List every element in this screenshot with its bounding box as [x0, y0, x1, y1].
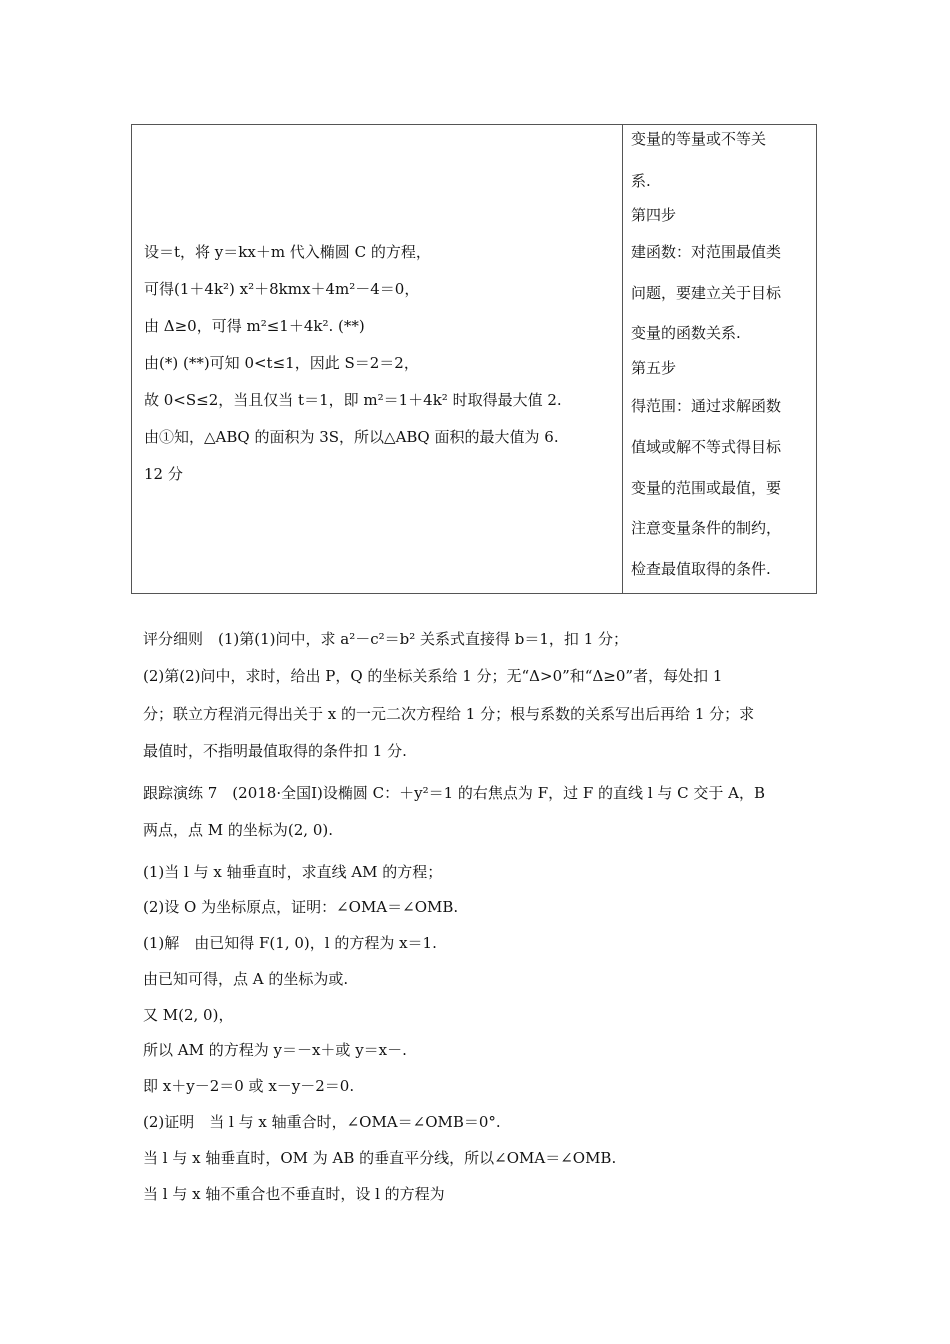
- step-heading: 第四步: [631, 206, 677, 224]
- step-note-line: 变量的等量或不等关: [631, 130, 767, 148]
- step-note-line: 注意变量条件的制约，: [631, 519, 782, 537]
- scoring-rules-line: 最值时，不指明最值取得的条件扣 1 分.: [143, 742, 407, 760]
- exercise-line: (1)当 l 与 x 轴垂直时，求直线 AM 的方程；: [143, 863, 443, 881]
- exercise-line: 两点，点 M 的坐标为(2, 0).: [143, 821, 333, 839]
- step-note-line: 得范围：通过求解函数: [631, 397, 782, 415]
- step-note-line: 系.: [631, 172, 651, 190]
- proof-line: 即 x＋y－2＝0 或 x－y－2＝0.: [143, 1077, 355, 1095]
- scoring-rules-line: (2)第(2)问中，求时，给出 P，Q 的坐标关系给 1 分；无“Δ>0”和“Δ≥0”者，每处扣 1: [143, 667, 723, 685]
- step-note-line: 值域或解不等式得目标: [631, 438, 782, 456]
- solution-line: 可得(1＋4k²) x²＋8kmx＋4m²－4＝0，: [144, 280, 420, 298]
- step-note-line: 变量的范围或最值，要: [631, 479, 782, 497]
- exercise-line: 跟踪演练 7 (2018·全国Ⅰ)设椭圆 C：＋y²＝1 的右焦点为 F，过 F 的直线 l 与 C 交于 A，B: [143, 784, 766, 802]
- solution-line: 由(*) (**)可知 0<t≤1，因此 S＝2＝2，: [144, 354, 419, 372]
- proof-line: 当 l 与 x 轴不重合也不垂直时，设 l 的方程为: [143, 1185, 445, 1203]
- proof-line: 又 M(2, 0)，: [143, 1006, 234, 1024]
- solution-line: 由 Δ≥0，可得 m²≤1＋4k². (**): [144, 317, 365, 335]
- step-note-line: 检查最值取得的条件.: [631, 560, 771, 578]
- proof-line: 由已知可得，点 A 的坐标为或.: [143, 970, 349, 988]
- solution-line: 12 分: [144, 465, 183, 483]
- proof-line: (1)解 由已知得 F(1, 0)，l 的方程为 x＝1.: [143, 934, 437, 952]
- step-heading: 第五步: [631, 359, 677, 377]
- step-note-line: 建函数：对范围最值类: [631, 243, 782, 261]
- solution-column: [144, 234, 614, 493]
- exercise-line: (2)设 O 为坐标原点，证明：∠OMA＝∠OMB.: [143, 898, 459, 916]
- solution-line: 设＝t，将 y＝kx＋m 代入椭圆 C 的方程，: [144, 243, 431, 261]
- step-note-line: 问题，要建立关于目标: [631, 284, 782, 302]
- step-note-line: 变量的函数关系.: [631, 324, 741, 342]
- solution-table: [131, 124, 817, 594]
- proof-line: 所以 AM 的方程为 y＝－x＋或 y＝x－.: [143, 1041, 407, 1059]
- column-divider: [622, 125, 623, 593]
- scoring-rules-line: 分；联立方程消元得出关于 x 的一元二次方程给 1 分；根与系数的关系写出后再给 1 分；求: [143, 705, 755, 723]
- solution-line: 由①知，△ABQ 的面积为 3S，所以△ABQ 面积的最大值为 6.: [144, 428, 559, 446]
- scoring-rules-line: 评分细则 (1)第(1)问中，求 a²－c²＝b² 关系式直接得 b＝1，扣 1 分；: [143, 630, 629, 648]
- solution-line: 故 0<S≤2，当且仅当 t＝1，即 m²＝1＋4k² 时取得最大值 2.: [144, 391, 562, 409]
- proof-line: 当 l 与 x 轴垂直时，OM 为 AB 的垂直平分线，所以∠OMA＝∠OMB.: [143, 1149, 617, 1167]
- proof-line: (2)证明 当 l 与 x 轴重合时，∠OMA＝∠OMB＝0°.: [143, 1113, 501, 1131]
